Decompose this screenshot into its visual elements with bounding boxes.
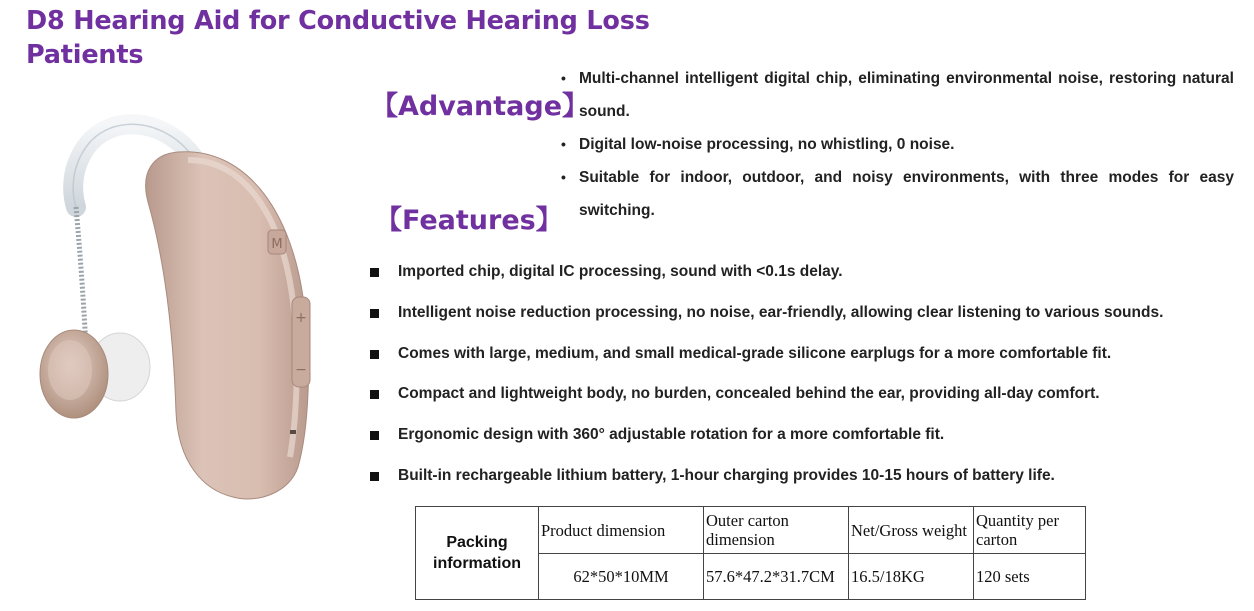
- feature-item: Ergonomic design with 360° adjustable rotation for a more comfortable fit.: [368, 415, 1248, 456]
- feature-list: [368, 252, 1248, 497]
- square-bullet-icon: [370, 390, 379, 399]
- packing-table: [415, 506, 1086, 600]
- feature-item: Built-in rechargeable lithium battery, 1-hour charging provides 10-15 hours of battery life.: [368, 456, 1248, 497]
- feature-item: Imported chip, digital IC processing, sound with <0.1s delay.: [368, 252, 1248, 293]
- advantage-item: • Digital low-noise processing, no whistling, 0 noise.: [561, 136, 955, 153]
- square-bullet-icon: [370, 268, 379, 277]
- table-header-cell: Outer carton dimension: [704, 507, 849, 554]
- square-bullet-icon: [370, 431, 379, 440]
- table-header-cell: Quantity per carton: [974, 507, 1086, 554]
- advantage-list: [558, 62, 1234, 227]
- table-cell: 57.6*47.2*31.7CM: [704, 554, 849, 600]
- page-title: D8 Hearing Aid for Conductive Hearing Loss Patients: [26, 6, 650, 70]
- advantage-item: • Suitable for indoor, outdoor, and noisy environments, with three modes for easy switching.: [561, 169, 1234, 219]
- square-bullet-icon: [370, 309, 379, 318]
- charging-port: [290, 430, 296, 434]
- table-header-cell: Product dimension: [539, 507, 704, 554]
- volume-up-label: +: [295, 310, 307, 326]
- feature-item: Intelligent noise reduction processing, no noise, ear-friendly, allowing clear listening to various sounds.: [368, 293, 1248, 334]
- features-heading: 【Features】: [375, 205, 563, 236]
- square-bullet-icon: [370, 472, 379, 481]
- sound-wire: [76, 207, 86, 347]
- device-body: [146, 152, 309, 499]
- feature-item: Comes with large, medium, and small medical-grade silicone earplugs for a more comfortable fit.: [368, 334, 1248, 375]
- features-heading-text: Features: [402, 205, 536, 236]
- table-header-cell: Net/Gross weight: [849, 507, 974, 554]
- advantage-heading: 【Advantage】: [371, 91, 590, 122]
- square-bullet-icon: [370, 350, 379, 359]
- table-row: [416, 507, 1086, 554]
- advantage-heading-text: Advantage: [398, 91, 563, 122]
- table-cell: 16.5/18KG: [849, 554, 974, 600]
- advantage-item: • Multi-channel intelligent digital chip, eliminating environmental noise, restoring natural sound.: [561, 70, 1234, 120]
- table-cell: 120 sets: [974, 554, 1086, 600]
- volume-down-label: −: [295, 362, 307, 378]
- hearing-aid-image: [28, 112, 328, 507]
- packing-label: Packing information: [416, 507, 539, 600]
- feature-item: Compact and lightweight body, no burden, concealed behind the ear, providing all-day comfort.: [368, 374, 1248, 415]
- mode-button-label: M: [271, 237, 283, 252]
- table-cell: 62*50*10MM: [539, 554, 704, 600]
